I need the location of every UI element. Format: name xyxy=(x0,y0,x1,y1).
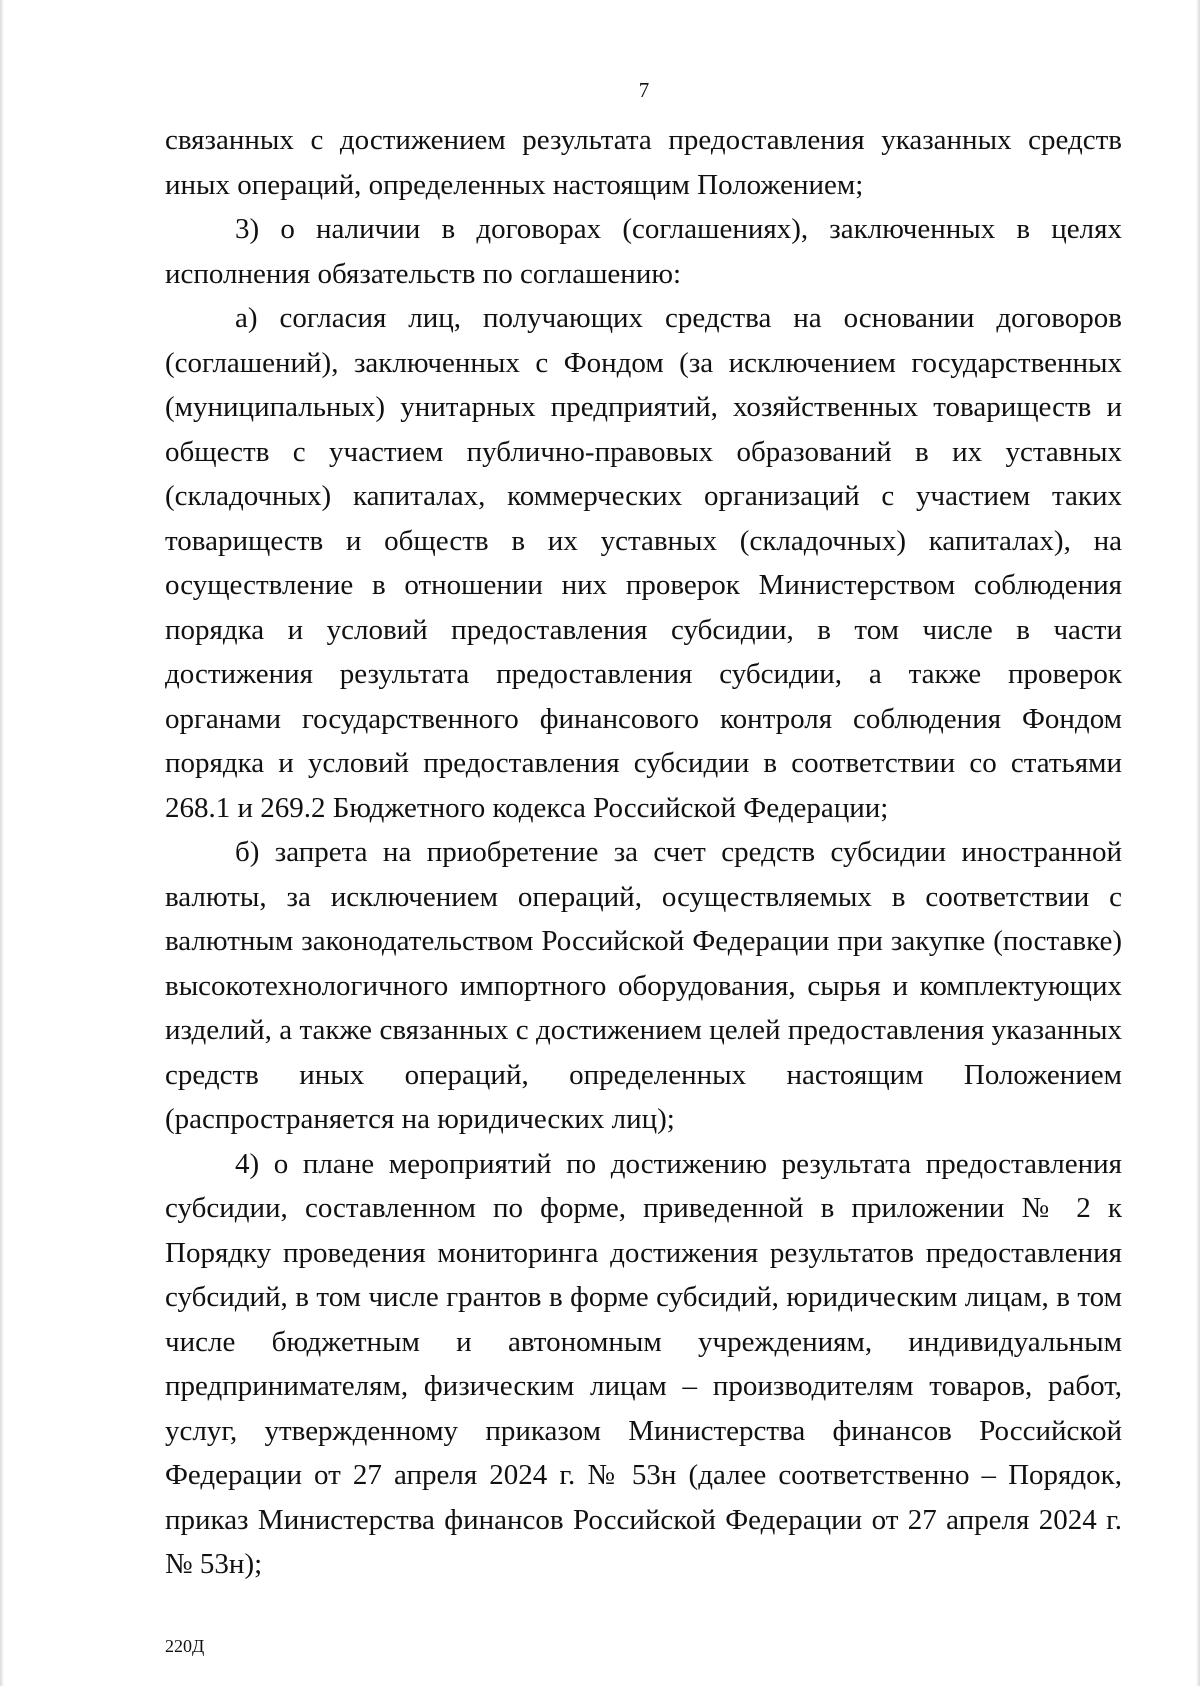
page-number: 7 xyxy=(638,78,650,102)
paragraph-item-3b: б) запрета на приобретение за счет средств субсидии иностранной валюты, за исключением операций, осуществляемых в соответствии с валютным законодательством Российской Федерации при закупке (поставке) высокотехнологичного импортного оборудования, сырья и комплектующих изделий, а также связанных с достижением целей предоставления указанных средств иных операций, определенных настоящим Положением (распространяется на юридических лиц); xyxy=(165,836,1122,1135)
paragraph-item-4: 4) о плане мероприятий по достижению результата предоставления субсидии, составленном по форме, приведенной в приложении № 2 к Порядку проведения мониторинга достижения результатов предоставления субсидий, в том числе грантов в форме субсидий, юридическим лицам, в том числе бюджетным и автономным учреждениям, индивидуальным предпринимателям, физическим лицам – производителям товаров, работ, услуг, утвержденному приказом Министерства финансов Российской Федерации от 27 апреля 2024 г. № 53н (далее соответственно – Порядок, приказ Министерства финансов Российской Федерации от 27 апреля 2024 г. № 53н); xyxy=(165,1147,1122,1580)
footer-code: 220Д xyxy=(165,1636,205,1656)
scan-edge-right xyxy=(1196,0,1200,1686)
document-body xyxy=(165,118,1122,1587)
paragraph-continuation: связанных с достижением результата предоставления указанных средств иных операций, определенных настоящим Положением; xyxy=(165,124,1122,201)
paragraph-item-3: 3) о наличии в договорах (соглашениях), заключенных в целях исполнения обязательств по соглашению: xyxy=(165,213,1122,290)
paragraph-item-3a: а) согласия лиц, получающих средства на основании договоров (соглашений), заключенных с Фондом (за исключением государственных (муниципальных) унитарных предприятий, хозяйственных товариществ и обществ с участием публично-правовых образований в их уставных (складочных) капиталах, коммерческих организаций с участием таких товариществ и обществ в их уставных (складочных) капиталах), на осуществление в отношении них проверок Министерством соблюдения порядка и условий предоставления субсидии, в том числе в части достижения результата предоставления субсидии, а также проверок органами государственного финансового контроля соблюдения Фондом порядка и условий предоставления субсидии в соответствии со статьями 268.1 и 269.2 Бюджетного кодекса Российской Федерации; xyxy=(165,302,1122,824)
scan-edge-left xyxy=(0,0,4,1686)
